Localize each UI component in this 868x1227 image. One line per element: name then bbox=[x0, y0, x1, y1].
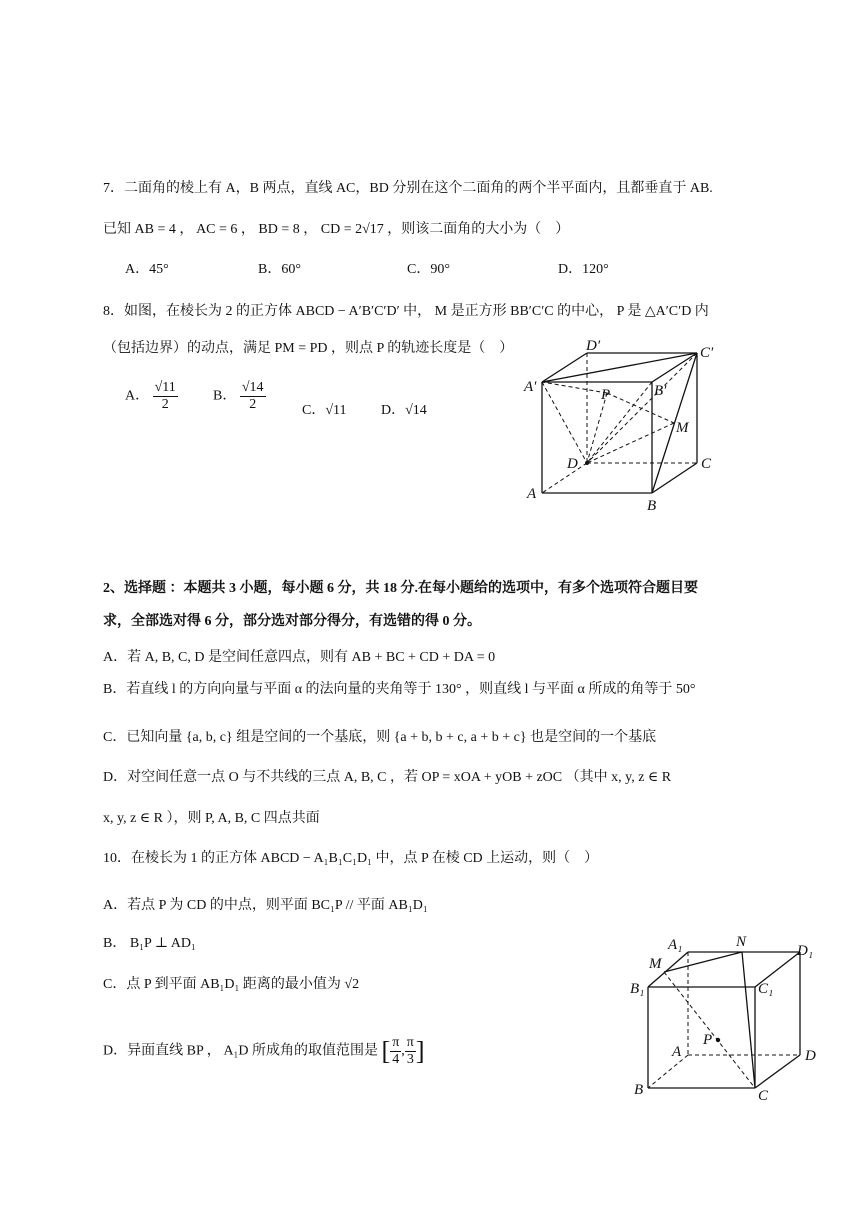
q8-option-a bbox=[125, 380, 178, 413]
q8-option-a-label: A． bbox=[125, 388, 150, 404]
q10-option-c: C．点 P 到平面 AB₁D₁ 距离的最小值为 √2 bbox=[103, 977, 360, 992]
q10-interval-left bbox=[390, 1035, 401, 1068]
q8-option-d bbox=[381, 402, 427, 420]
section2-line1: 2、选择题 ：本题共 3 小题，每小题 6 分，共 18 分.在每小题给的选项中，有多个选项符合题目要 bbox=[103, 581, 698, 596]
q8-label-cp: C′ bbox=[700, 345, 714, 361]
q9-option-a: A．若 A, B, C, D 是空间任意四点，则有 AB + BC + CD + DA = 0 bbox=[103, 650, 496, 665]
q8-option-b-fraction bbox=[240, 380, 266, 413]
q8-line1: 8．如图，在棱长为 2 的正方体 ABCD − A′B′C′D′ 中， M 是正方形 BB′C′C 的中心， P 是 △A′C′D 内 bbox=[103, 304, 709, 319]
q9-option-c: C．已知向量 {a, b, c} 组是空间的一个基底，则 {a + b, b + c, a + b + c} 也是空间的一个基底 bbox=[103, 730, 657, 745]
q8-label-p: P bbox=[601, 387, 611, 403]
q9-option-d-line1: D．对空间任意一点 O 与不共线的三点 A, B, C ，若 OP = xOA + yOB + zOC （其中 x, y, z ∈ R bbox=[103, 770, 672, 785]
q7-option-d: D．120° bbox=[558, 262, 609, 277]
q10-interval-right-num: π bbox=[406, 1035, 414, 1050]
q10-interval-right-den: 3 bbox=[406, 1052, 414, 1067]
q8-option-c-label: C． bbox=[302, 403, 326, 418]
q7-line1: 7．二面角的棱上有 A，B 两点，直线 AC，BD 分别在这个二面角的两个半平面内，且都垂直于 AB. bbox=[103, 181, 713, 196]
q8-cube-figure bbox=[522, 335, 722, 515]
q10-cube-figure bbox=[630, 930, 830, 1105]
q10-label-b1: B₁ bbox=[630, 981, 645, 997]
q10-label-a1: A₁ bbox=[668, 937, 683, 953]
q10-interval-left-den: 4 bbox=[392, 1052, 400, 1067]
q8-option-b-denominator: 2 bbox=[249, 397, 257, 412]
q8-option-c bbox=[302, 402, 347, 420]
q9-option-b: B．若直线 l 的方向向量与平面 α 的法向量的夹角等于 130° ，则直线 l 与平面 α 所成的角等于 50° bbox=[103, 682, 696, 697]
q10-option-d: D．异面直线 BP ， A₁D 所成角的取值范围是 [ $\frac{\pi}{4}$ , $\frac{\pi}{3}$ ] bbox=[103, 1035, 425, 1067]
q10-label-a: A bbox=[672, 1044, 682, 1060]
q8-option-d-label: D． bbox=[381, 403, 406, 418]
q10-stem: 10．在棱长为 1 的正方体 ABCD − A₁B₁C₁D₁ 中，点 P 在棱 CD 上运动，则（ ） bbox=[103, 851, 599, 866]
q8-label-d: D bbox=[567, 456, 578, 472]
q8-option-b-label: B． bbox=[213, 388, 237, 404]
q8-label-a: A bbox=[527, 486, 537, 502]
q7-option-a: A．45° bbox=[125, 262, 169, 277]
q10-label-m: M bbox=[649, 956, 662, 972]
q10-label-c1: C₁ bbox=[758, 981, 774, 997]
q8-label-c: C bbox=[701, 456, 712, 472]
q8-option-b bbox=[213, 380, 266, 413]
q8-label-dp: D′ bbox=[586, 338, 601, 354]
q10-option-b: B． B₁P ⊥ AD₁ bbox=[103, 936, 196, 951]
q8-line2: （包括边界）的动点，满足 PM = PD ，则点 P 的轨迹长度是（ ） bbox=[103, 341, 514, 356]
q10-label-d1: D₁ bbox=[797, 943, 814, 959]
q10-option-d-text: D．异面直线 BP ， A₁D 所成角的取值范围是 bbox=[103, 1043, 379, 1059]
q10-label-c: C bbox=[758, 1088, 769, 1104]
q8-option-a-numerator: √11 bbox=[154, 380, 176, 395]
q8-label-m: M bbox=[676, 420, 689, 436]
q10-option-a: A．若点 P 为 CD 的中点，则平面 BC₁P // 平面 AB₁D₁ bbox=[103, 898, 428, 913]
q10-interval-left-num: π bbox=[392, 1035, 400, 1050]
q10-label-b: B bbox=[634, 1082, 644, 1098]
q7-option-c: C．90° bbox=[407, 262, 450, 277]
q9-option-d-line2: x, y, z ∈ R ），则 P, A, B, C 四点共面 bbox=[103, 811, 320, 826]
section2-line2: 求，全部选对得 6 分，部分选对部分得分，有选错的得 0 分。 bbox=[103, 614, 481, 629]
q10-label-p: P bbox=[703, 1032, 713, 1048]
q10-label-n: N bbox=[736, 934, 747, 950]
q8-label-ap: A′ bbox=[524, 379, 537, 395]
q8-option-a-fraction bbox=[153, 380, 178, 413]
q8-option-b-numerator: √14 bbox=[241, 380, 264, 395]
q10-label-d: D bbox=[805, 1048, 816, 1064]
q7-option-b: B．60° bbox=[258, 262, 301, 277]
q8-label-bp: B′ bbox=[654, 383, 667, 399]
q8-option-d-value: √14 bbox=[405, 403, 427, 418]
q7-line2: 已知 AB = 4 ， AC = 6 ， BD = 8 ， CD = 2√17 ，则该二面角的大小为（ ） bbox=[103, 222, 570, 237]
q8-option-c-value: √11 bbox=[325, 403, 347, 418]
q8-option-a-denominator: 2 bbox=[161, 397, 169, 412]
q10-interval-right bbox=[405, 1035, 416, 1068]
q8-label-b: B bbox=[647, 498, 657, 514]
